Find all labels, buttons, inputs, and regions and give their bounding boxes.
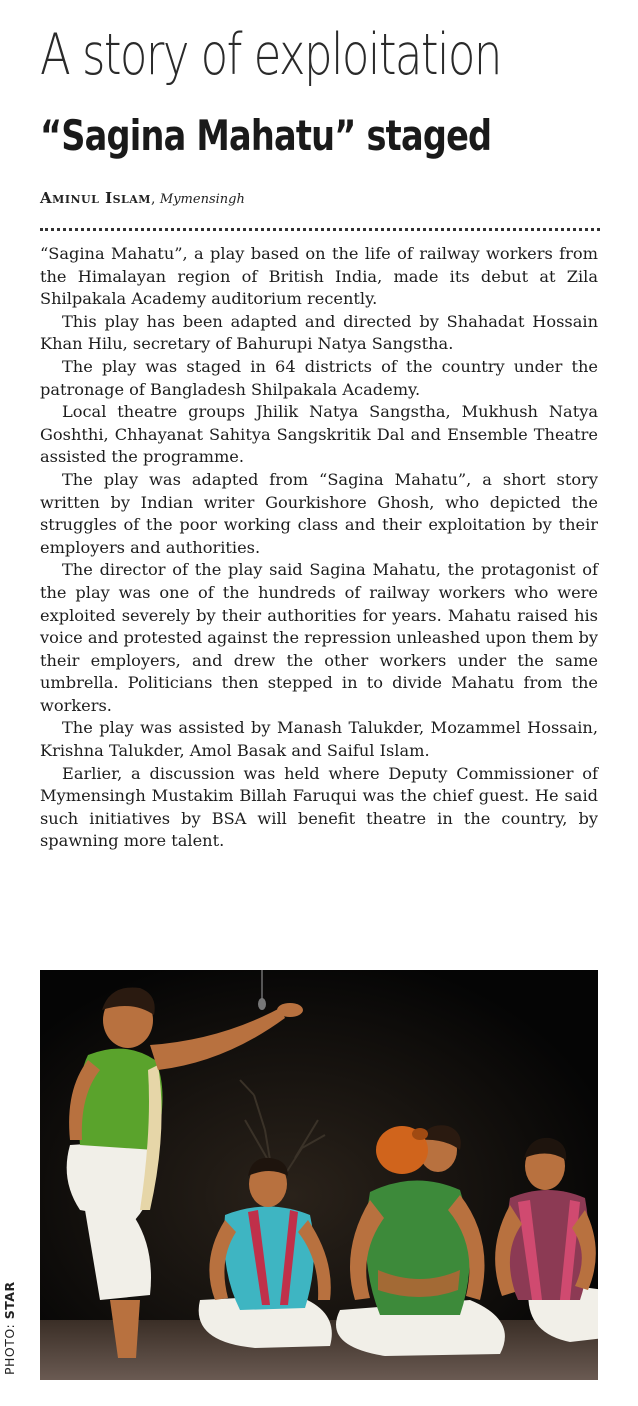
hanging-microphone	[258, 998, 266, 1010]
article-body	[40, 243, 598, 853]
stage-photo	[40, 970, 598, 1380]
article-paragraph: The director of the play said Sagina Mahatu, the protagonist of the play was one of the hundreds of railway workers who were exploited severely by their authorities for years. Mahatu raised his voice and protested against the repression unleashed upon them by their employers, and drew the other workers under the same umbrella. Politicians then stepped in to divide Mahatu from the workers.	[40, 560, 598, 715]
article-paragraph: Earlier, a discussion was held where Deputy Commissioner of Mymensingh Mustakim Billah Faruqui was the chief guest. He said such initiatives by BSA will benefit theatre in the country, by spawning more talent.	[40, 763, 598, 851]
byline-author: Aminul Islam	[40, 189, 151, 207]
article-paragraph: This play has been adapted and directed by Shahadat Hossain Khan Hilu, secretary of Bahurupi Natya Sangstha.	[40, 311, 598, 354]
subheadline: “Sagina Mahatu” staged	[40, 111, 492, 160]
byline-location: Mymensingh	[159, 192, 245, 207]
stage-photo-illustration	[40, 970, 598, 1380]
article-paragraph: Local theatre groups Jhilik Natya Sangstha, Mukhush Natya Goshthi, Chhayanat Sahitya Sangskritik Dal and Ensemble Theatre assisted the programme.	[40, 402, 598, 467]
article-paragraph: The play was assisted by Manash Talukder, Mozammel Hossain, Krishna Talukder, Amol Basak and Saiful Islam.	[40, 718, 598, 761]
photo-credit-label: PHOTO:	[2, 1323, 17, 1375]
article-paragraph: “Sagina Mahatu”, a play based on the life of railway workers from the Himalayan region of British India, made its debut at Zila Shilpakala Academy auditorium recently.	[40, 244, 598, 309]
photo-credit-source: STAR	[2, 1281, 17, 1320]
photo-credit	[2, 1281, 17, 1375]
article-paragraph: The play was adapted from “Sagina Mahatu”, a short story written by Indian writer Gourkishore Ghosh, who depicted the struggles of the poor working class and their exploitation by their employers and authorities.	[40, 469, 598, 557]
byline	[40, 188, 245, 210]
article-paragraph: The play was staged in 64 districts of the country under the patronage of Bangladesh Shilpakala Academy.	[40, 356, 598, 399]
headline: A story of exploitation	[40, 22, 501, 88]
byline-separator: ,	[150, 191, 160, 207]
dotted-divider	[40, 228, 600, 231]
